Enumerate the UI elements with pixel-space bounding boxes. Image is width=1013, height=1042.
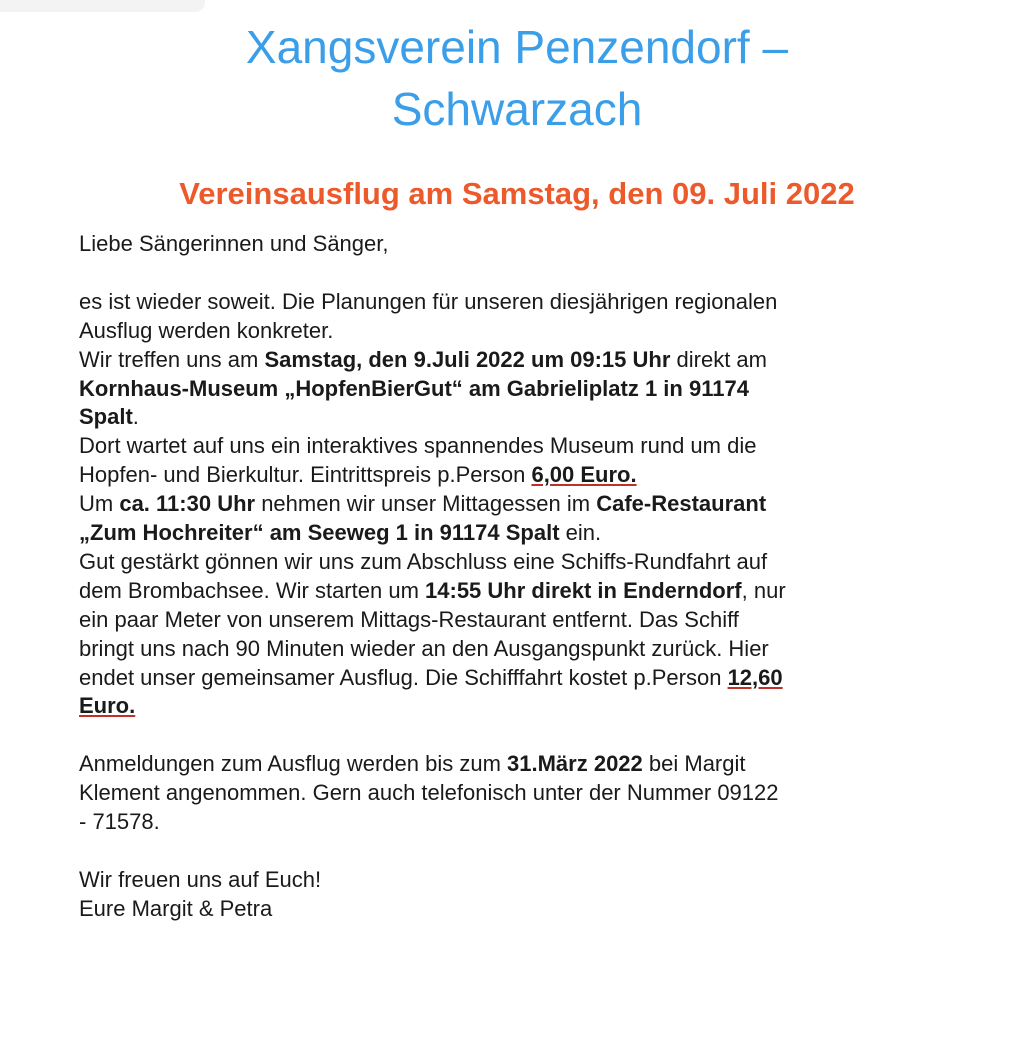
boat-start-time: 14:55 Uhr direkt in Enderndorf [425, 577, 742, 603]
museum-line-1: Dort wartet auf uns ein interaktives spannendes Museum rund um die [79, 433, 757, 459]
meeting-pre: Wir treffen uns am [79, 346, 265, 372]
meeting-post: direkt am [670, 346, 767, 372]
museum-price: 6,00 Euro. [531, 462, 637, 488]
boat-line-5 [79, 664, 999, 693]
boat-start-pre: dem Brombachsee. Wir starten um [79, 577, 426, 603]
registration-post: bei Margit [642, 751, 746, 777]
signature: Eure Margit & Petra [79, 895, 273, 921]
museum-line-2 [79, 461, 999, 490]
lunch-line-2 [79, 519, 999, 548]
page-title [0, 16, 1013, 140]
title-line-2: Schwarzach [391, 83, 643, 135]
registration-pre: Anmeldungen zum Ausflug werden bis zum [79, 751, 508, 777]
registration-line-2: Klement angenommen. Gern auch telefonisch unter der Nummer 09122 [79, 780, 779, 806]
closing: Wir freuen uns auf Euch! [79, 866, 322, 892]
boat-price-pre: endet unser gemeinsamer Ausflug. Die Schifffahrt kostet p.Person [79, 664, 728, 690]
letter-body [79, 230, 999, 924]
boat-line-1: Gut gestärkt gönnen wir uns zum Abschluss eine Schiffs-Rundfahrt auf [79, 548, 768, 574]
lunch-pre: Um [79, 491, 120, 517]
meeting-end: . [132, 404, 139, 430]
meeting-location-line-2 [79, 403, 999, 432]
boat-line-2 [79, 577, 999, 606]
lunch-end: ein. [559, 520, 602, 546]
lunch-mid: nehmen wir unser Mittagessen im [255, 491, 597, 517]
boat-line-6 [79, 692, 999, 721]
meeting-location-1: Kornhaus-Museum „HopfenBierGut“ am Gabrieliplatz 1 in 91174 [79, 375, 749, 401]
greeting: Liebe Sängerinnen und Sänger, [79, 231, 389, 256]
boat-price-1: 12,60 [727, 664, 783, 690]
top-corner-shape [0, 0, 205, 12]
lunch-restaurant: Cafe-Restaurant [596, 491, 767, 517]
boat-line-3: ein paar Meter von unserem Mittags-Restaurant entfernt. Das Schiff [79, 606, 739, 632]
boat-line-4: bringt uns nach 90 Minuten wieder an den Ausgangspunkt zurück. Hier [79, 635, 769, 661]
registration-deadline: 31.März 2022 [507, 751, 643, 777]
intro-line-2: Ausflug werden konkreter. [79, 317, 334, 343]
intro-line-1: es ist wieder soweit. Die Planungen für unseren diesjährigen regionalen [79, 288, 778, 314]
meeting-location-line-1 [79, 375, 999, 404]
registration-line-1 [79, 750, 999, 779]
boat-start-post: , nur [741, 577, 786, 603]
blank-line [79, 259, 999, 288]
meeting-location-2: Spalt [79, 404, 133, 430]
title-line-1: Xangsverein Penzendorf – [245, 21, 789, 73]
lunch-time: ca. 11:30 Uhr [119, 491, 256, 517]
blank-line [79, 837, 999, 866]
event-subtitle: Vereinsausflug am Samstag, den 09. Juli 2022 [179, 176, 855, 211]
meeting-line-1 [79, 346, 999, 375]
boat-price-2: Euro. [79, 693, 136, 719]
blank-line [79, 721, 999, 750]
lunch-line-1 [79, 490, 999, 519]
meeting-date: Samstag, den 9.Juli 2022 um 09:15 Uhr [264, 346, 671, 372]
museum-price-pre: Hopfen- und Bierkultur. Eintrittspreis p.Person [79, 462, 532, 488]
registration-line-3: - 71578. [79, 809, 160, 835]
lunch-address: „Zum Hochreiter“ am Seeweg 1 in 91174 Spalt [79, 520, 560, 546]
